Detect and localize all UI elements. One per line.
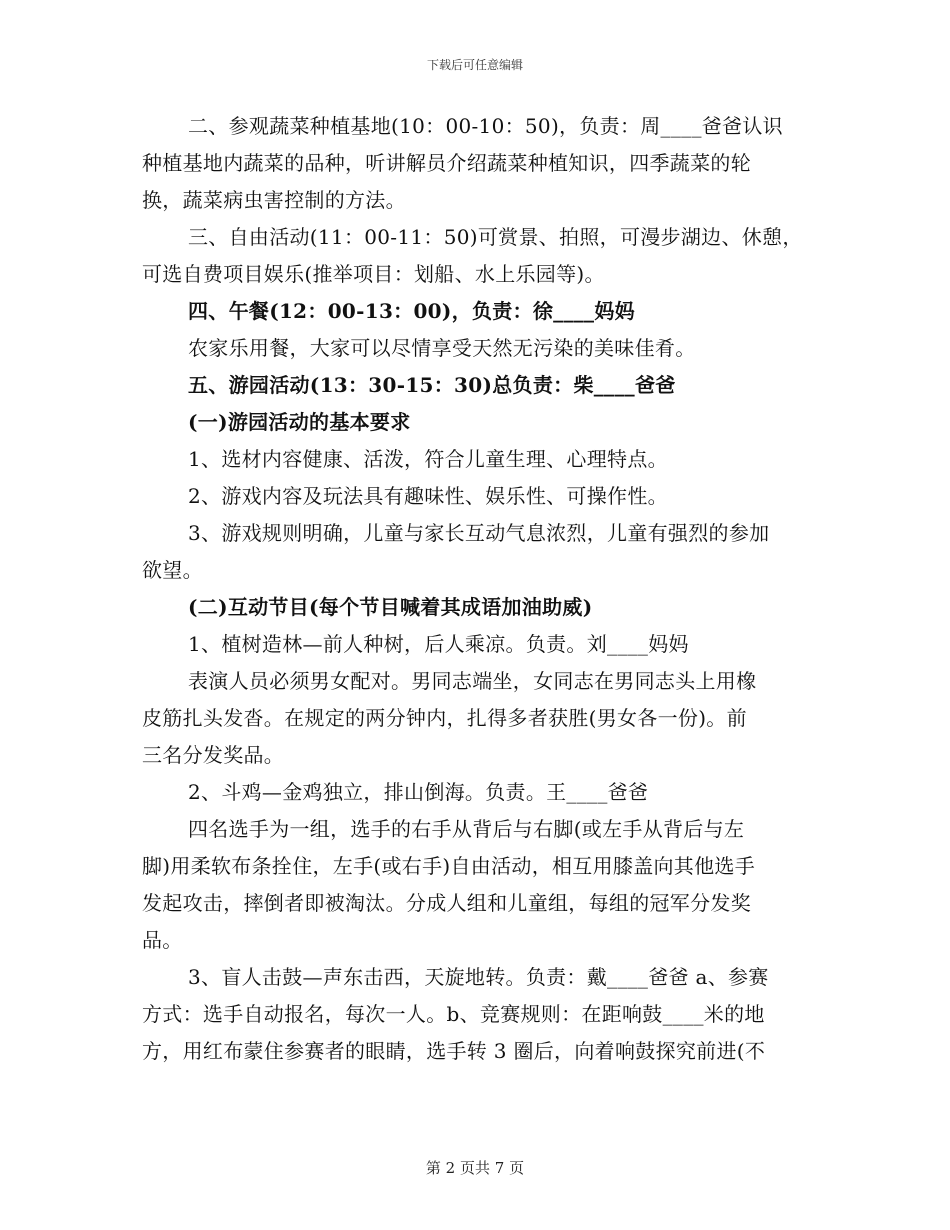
- text-line: (一)游园活动的基本要求: [188, 410, 411, 434]
- document-body: [142, 108, 812, 1070]
- text-line: 四、午餐(12：00-13：00)，负责：徐____妈妈: [188, 299, 635, 323]
- page-footer: 第 2 页共 7 页: [425, 1159, 525, 1177]
- text-line: 三、自由活动(11：00-11：50)可赏景、拍照，可漫步湖边、休憩，: [188, 225, 803, 249]
- text-line: 2、斗鸡—金鸡独立，排山倒海。负责。王____爸爸: [188, 780, 649, 804]
- text-line: 品。: [142, 928, 183, 952]
- text-line: 欲望。: [142, 558, 203, 582]
- text-line: 四名选手为一组，选手的右手从背后与右脚(或左手从背后与左: [188, 817, 745, 841]
- text-line: 可选自费项目娱乐(推举项目：划船、水上乐园等)。: [142, 262, 605, 286]
- text-line: (二)互动节目(每个节目喊着其成语加油助威): [188, 595, 593, 619]
- text-line: 三名分发奖品。: [142, 743, 285, 767]
- text-line: 表演人员必须男女配对。男同志端坐，女同志在男同志头上用橡: [188, 669, 757, 693]
- text-line: 1、植树造林—前人种树，后人乘凉。负责。刘____妈妈: [188, 632, 689, 656]
- text-line: 1、选材内容健康、活泼，符合儿童生理、心理特点。: [188, 447, 668, 471]
- text-line: 皮筋扎头发沓。在规定的两分钟内，扎得多者获胜(男女各一份)。前: [142, 706, 747, 730]
- page-header: 下载后可任意编辑: [426, 58, 523, 72]
- text-line: 3、游戏规则明确，儿童与家长互动气息浓烈，儿童有强烈的参加: [188, 521, 770, 545]
- text-line: 换，蔬菜病虫害控制的方法。: [142, 188, 406, 212]
- text-line: 3、盲人击鼓—声东击西，天旋地转。负责：戴____爸爸 a、参赛: [188, 965, 769, 989]
- text-line: 脚)用柔软布条拴住，左手(或右手)自由活动，相互用膝盖向其他选手: [142, 854, 756, 878]
- text-line: 方式：选手自动报名，每次一人。b、竞赛规则：在距响鼓____米的地: [142, 1002, 765, 1026]
- text-line: 2、游戏内容及玩法具有趣味性、娱乐性、可操作性。: [188, 484, 668, 508]
- text-line: 五、游园活动(13：30-15：30)总负责：柴____爸爸: [188, 373, 676, 397]
- text-line: 种植基地内蔬菜的品种，听讲解员介绍蔬菜种植知识，四季蔬菜的轮: [142, 151, 751, 175]
- text-line: 农家乐用餐，大家可以尽情享受天然无污染的美味佳肴。: [188, 336, 696, 360]
- text-line: 发起攻击，摔倒者即被淘汰。分成人组和儿童组，每组的冠军分发奖: [142, 891, 751, 915]
- text-line: 二、参观蔬菜种植基地(10：00-10：50)，负责：周____爸爸认识: [188, 114, 783, 138]
- text-line: 方，用红布蒙住参赛者的眼睛，选手转 3 圈后，向着响鼓探究前进(不: [142, 1039, 766, 1063]
